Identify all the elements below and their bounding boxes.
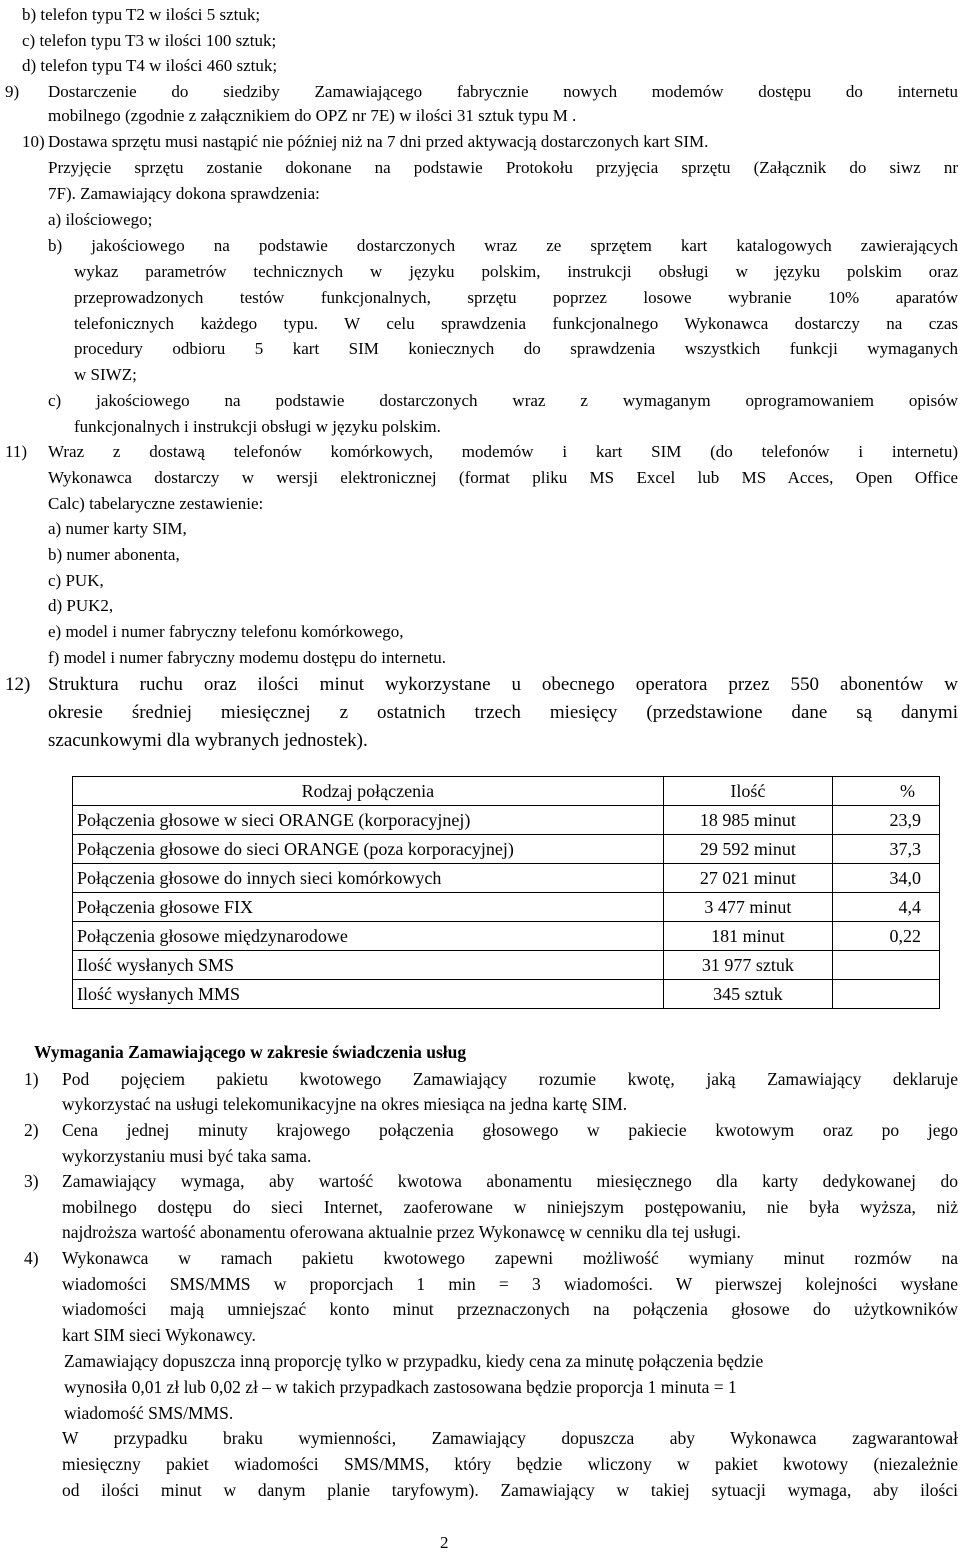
paragraph-line: funkcjonalnych i instrukcji obsługi w języku polskim. bbox=[74, 417, 441, 436]
table-cell: Połączenia głosowe do sieci ORANGE (poza korporacyjnej) bbox=[73, 835, 664, 864]
table-cell: 0,22 bbox=[833, 922, 940, 951]
paragraph-line: Zamawiający wymaga, aby wartość kwotowa abonamentu miesięcznego dla karty dedykowanej do bbox=[62, 1171, 958, 1191]
item-number: 11) bbox=[5, 442, 28, 461]
paragraph-line: Calc) tabelaryczne zestawienie: bbox=[48, 494, 264, 513]
paragraph-line: okresie średniej miesięcznej z ostatnich trzech miesięcy (przedstawione dane są danymi bbox=[48, 702, 958, 723]
paragraph-line: procedury odbioru 5 kart SIM koniecznych do sprawdzenia wszystkich funkcji wymaganych bbox=[74, 339, 958, 358]
paragraph-line: c) jakościowego na podstawie dostarczonych wraz z wymaganym oprogramowaniem opisów bbox=[48, 391, 958, 410]
table-row bbox=[73, 806, 940, 835]
paragraph-line: przeprowadzonych testów funkcjonalnych, sprzętu poprzez losowe wybranie 10% aparatów bbox=[74, 288, 958, 307]
column-header: Rodzaj połączenia bbox=[73, 777, 664, 806]
item-number: 10) bbox=[22, 132, 45, 151]
paragraph-line: Cena jednej minuty krajowego połączenia głosowego w pakiecie kwotowym oraz po jego bbox=[62, 1120, 958, 1140]
list-item: d) telefon typu T4 w ilości 460 sztuk; bbox=[22, 56, 278, 75]
table-cell: Połączenia głosowe międzynarodowe bbox=[73, 922, 664, 951]
item-number: 1) bbox=[24, 1069, 39, 1089]
list-item: a) numer karty SIM, bbox=[48, 519, 187, 538]
table-row bbox=[73, 835, 940, 864]
column-header: % bbox=[833, 777, 940, 806]
item-number: 4) bbox=[24, 1248, 39, 1268]
item-number: 2) bbox=[24, 1120, 39, 1140]
table-cell: 34,0 bbox=[833, 864, 940, 893]
table-cell: Ilość wysłanych MMS bbox=[73, 980, 664, 1009]
paragraph-line: Wykonawca dostarczy w wersji elektronicznej (format pliku MS Excel lub MS Acces, Open Office bbox=[48, 468, 958, 487]
table-cell: Połączenia głosowe FIX bbox=[73, 893, 664, 922]
table-cell: 345 sztuk bbox=[663, 980, 832, 1009]
table-row bbox=[73, 864, 940, 893]
paragraph-line: od ilości minut w danym planie taryfowym). Zamawiający w takiej sytuacji wymaga, aby ilości bbox=[62, 1480, 958, 1500]
paragraph-line: a) ilościowego; bbox=[48, 210, 153, 229]
paragraph-line: Pod pojęciem pakietu kwotowego Zamawiający rozumie kwotę, jaką Zamawiający deklaruje bbox=[62, 1069, 958, 1089]
paragraph-line: Wraz z dostawą telefonów komórkowych, modemów i kart SIM (do telefonów i internetu) bbox=[48, 442, 958, 461]
table-cell bbox=[833, 951, 940, 980]
paragraph-line: 7F). Zamawiający dokona sprawdzenia: bbox=[48, 184, 320, 203]
table-cell: Ilość wysłanych SMS bbox=[73, 951, 664, 980]
table-row bbox=[73, 922, 940, 951]
paragraph-line: wykorzystaniu musi być taka sama. bbox=[62, 1146, 312, 1166]
paragraph-line: wykaz parametrów technicznych w języku polskim, instrukcji obsługi w języku polskim oraz bbox=[74, 262, 958, 281]
table-header-row bbox=[73, 777, 940, 806]
paragraph-line: W przypadku braku wymienności, Zamawiający dopuszcza aby Wykonawca zagwarantował bbox=[62, 1428, 958, 1448]
list-item: b) numer abonenta, bbox=[48, 545, 180, 564]
paragraph-line: Przyjęcie sprzętu zostanie dokonane na podstawie Protokołu przyjęcia sprzętu (Załącznik do siwz nr bbox=[48, 158, 958, 177]
paragraph-line: kart SIM sieci Wykonawcy. bbox=[62, 1325, 256, 1345]
paragraph-line: wynosiła 0,01 zł lub 0,02 zł – w takich przypadkach zastosowana będzie proporcja 1 minuta = 1 bbox=[64, 1377, 737, 1397]
list-item: b) telefon typu T2 w ilości 5 sztuk; bbox=[22, 5, 261, 24]
paragraph-line: szacunkowymi dla wybranych jednostek). bbox=[48, 730, 368, 751]
table-cell: 23,9 bbox=[833, 806, 940, 835]
paragraph-line: Dostarczenie do siedziby Zamawiającego fabrycznie nowych modemów dostępu do internetu bbox=[48, 82, 958, 101]
paragraph-line: b) jakościowego na podstawie dostarczonych wraz ze sprzętem kart katalogowych zawierających bbox=[48, 236, 958, 255]
paragraph-line: wiadomości SMS/MMS w proporcjach 1 min = 3 wiadomości. W pierwszej kolejności wysłane bbox=[62, 1274, 958, 1294]
item-number: 3) bbox=[24, 1171, 39, 1191]
table-row bbox=[73, 951, 940, 980]
paragraph-line: najdroższa wartość abonamentu oferowana aktualnie przez Wykonawcę w cenniku dla tej usługi. bbox=[62, 1222, 741, 1242]
table-cell: 181 minut bbox=[663, 922, 832, 951]
page-number: 2 bbox=[440, 1533, 449, 1552]
paragraph-line: mobilnego (zgodnie z załącznikiem do OPZ nr 7E) w ilości 31 sztuk typu M . bbox=[48, 106, 577, 125]
list-item: e) model i numer fabryczny telefonu komórkowego, bbox=[48, 622, 404, 641]
traffic-table bbox=[72, 776, 940, 1009]
paragraph-line: wykorzystać na usługi telekomunikacyjne na okres miesiąca na jedna kartę SIM. bbox=[62, 1094, 628, 1114]
item-number: 9) bbox=[5, 82, 20, 101]
table-cell: 31 977 sztuk bbox=[663, 951, 832, 980]
table-cell: 37,3 bbox=[833, 835, 940, 864]
column-header: Ilość bbox=[663, 777, 832, 806]
section-heading: Wymagania Zamawiającego w zakresie świadczenia usług bbox=[34, 1042, 467, 1062]
table-cell: 18 985 minut bbox=[663, 806, 832, 835]
table-cell: Połączenia głosowe do innych sieci komórkowych bbox=[73, 864, 664, 893]
table-row bbox=[73, 893, 940, 922]
list-item: c) telefon typu T3 w ilości 100 sztuk; bbox=[22, 31, 277, 50]
paragraph-line: Dostawa sprzętu musi nastąpić nie później niż na 7 dni przed aktywacją dostarczonych kart SIM. bbox=[48, 132, 709, 151]
list-item: d) PUK2, bbox=[48, 596, 114, 615]
paragraph-line: telefonicznych każdego typu. W celu sprawdzenia funkcjonalnego Wykonawca dostarczy na czas bbox=[74, 314, 958, 333]
table-cell: 3 477 minut bbox=[663, 893, 832, 922]
paragraph-line: wiadomości mają umniejszać konto minut przeznaczonych na połączenia głosowe do użytkowników bbox=[62, 1299, 958, 1319]
paragraph-line: Struktura ruchu oraz ilości minut wykorzystane u obecnego operatora przez 550 abonentów w bbox=[48, 674, 958, 695]
list-item: f) model i numer fabryczny modemu dostępu do internetu. bbox=[48, 648, 446, 667]
paragraph-line: miesięczny pakiet wiadomości SMS/MMS, który będzie wliczony w pakiet kwotowy (niezależnie bbox=[62, 1454, 958, 1474]
paragraph-line: Zamawiający dopuszcza inną proporcję tylko w przypadku, kiedy cena za minutę połączenia będzie bbox=[64, 1351, 764, 1371]
paragraph-line: w SIWZ; bbox=[74, 365, 137, 384]
table-cell: Połączenia głosowe w sieci ORANGE (korporacyjnej) bbox=[73, 806, 664, 835]
table-cell: 4,4 bbox=[833, 893, 940, 922]
paragraph-line: mobilnego dostępu do sieci Internet, zaoferowane w niniejszym postępowaniu, nie była wyższa, niż bbox=[62, 1197, 958, 1217]
item-number: 12) bbox=[5, 674, 31, 695]
table-cell: 29 592 minut bbox=[663, 835, 832, 864]
paragraph-line: wiadomość SMS/MMS. bbox=[64, 1403, 234, 1423]
table-cell bbox=[833, 980, 940, 1009]
list-item: c) PUK, bbox=[48, 571, 104, 590]
table-row bbox=[73, 980, 940, 1009]
table-cell: 27 021 minut bbox=[663, 864, 832, 893]
paragraph-line: Wykonawca w ramach pakietu kwotowego zapewni możliwość wymiany minut rozmów na bbox=[62, 1248, 958, 1268]
